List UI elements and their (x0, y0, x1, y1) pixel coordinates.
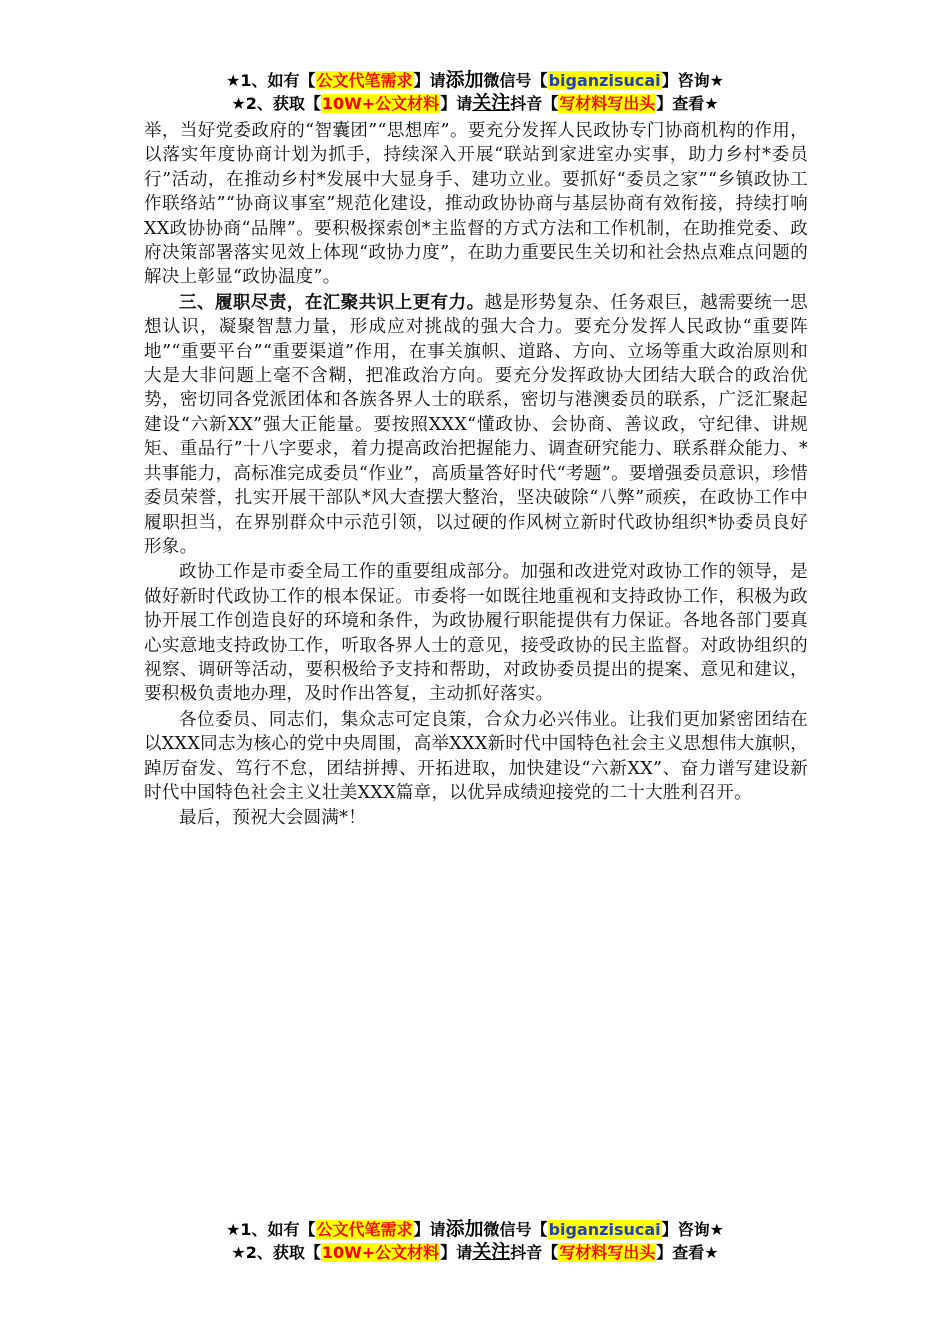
banner-text: 抖音【 (510, 1243, 559, 1262)
banner-emphasis: 关注 (472, 92, 511, 114)
banner-text: 】查看★ (656, 1243, 719, 1262)
banner-text: 】请 (413, 71, 446, 90)
banner-emphasis: 添加 (445, 69, 484, 91)
paragraph-closing-call: 各位委员、同志们，集众志可定良策，合众力必兴伟业。让我们更加紧密团结在以XXX同志为核心的党中央周围，高举XXX新时代中国特色社会主义思想伟大旗帜，踔厉奋发、笃行不怠，团结拼搏、开拓进取，加快建设“六新XX”、奋力谱写建设新时代中国特色社会主义壮美XXX篇章，以优异成绩迎接党的二十大胜利召开。 (144, 709, 808, 803)
banner-text: 】咨询★ (661, 71, 724, 90)
banner-emphasis: 关注 (472, 1241, 511, 1263)
banner-emphasis: 添加 (445, 1218, 484, 1240)
wechat-id-link[interactable]: biganzisucai (548, 1220, 661, 1239)
paragraph-continued: 举，当好党委政府的“智囊团”“思想库”。要充分发挥人民政协专门协商机构的作用，以落实年度协商计划为抓手，持续深入开展“联站到家进室办实事，助力乡村*委员行”活动，在推动乡村*发展中大显身手、建功立业。要抓好“委员之家”“乡镇政协工作联络站”“协商议事室”规范化建设，推动政协协商与基层协商有效衔接，持续打响XX政协协商“品牌”。要积极探索创*主监督的方式方法和工作机制，在助推党委、政府决策部署落实见效上体现“政协力度”，在助力重要民生关切和社会热点难点问题的解决上彰显“政协温度”。 (144, 121, 808, 288)
banner-text: ★2、获取【 (231, 1243, 321, 1262)
banner-text: ★1、如有【 (226, 1220, 316, 1239)
section-text: 越是形势复杂、任务艰巨，越需要统一思想认识，凝聚智慧力量，形成应对挑战的强大合力。要充分发挥人民政协“重要阵地”“重要平台”“重要渠道”作用，在事关旗帜、道路、方向、立场等重大政治原则和大是大非问题上毫不含糊，把准政治方向。要充分发挥政协大团结大联合的政治优势，密切同各党派团体和各族各界人士的联系，密切与港澳委员的联系，广泛汇聚起建设“六新XX”强大正能量。要按照XXX“懂政协、会协商、善议政，守纪律、讲规矩、重品行”十八字要求，着力提高政治把握能力、调查研究能力、联系群众能力、*共事能力，高标准完成委员“作业”，高质量答好时代“考题”。要增强委员意识，珍惜委员荣誉，扎实开展干部队*风大查摆大整治，坚决破除“八弊”顽疾，在政协工作中履职担当，在界别群众中示范引领，以过硬的作风树立新时代政协组织*协委员良好形象。 (144, 292, 808, 557)
highlight-service: 公文代笔需求 (316, 1220, 413, 1239)
douyin-account-link[interactable]: 写材料写出头 (559, 1243, 656, 1262)
banner-line-2 (0, 1241, 950, 1264)
banner-text: 微信号【 (483, 71, 548, 90)
highlight-materials: 10W+公文材料 (321, 94, 440, 113)
section-heading: 三、履职尽责，在汇聚共识上更有力。 (179, 292, 485, 313)
banner-text: 】查看★ (656, 94, 719, 113)
highlight-service: 公文代笔需求 (316, 71, 413, 90)
document-body (144, 119, 808, 832)
header-banner (0, 69, 950, 115)
banner-line-1 (0, 69, 950, 92)
banner-text: 抖音【 (510, 94, 559, 113)
banner-line-1 (0, 1218, 950, 1241)
banner-text: 微信号【 (483, 1220, 548, 1239)
douyin-account-link[interactable]: 写材料写出头 (559, 94, 656, 113)
banner-text: ★1、如有【 (226, 71, 316, 90)
banner-line-2 (0, 92, 950, 115)
paragraph-section-three (144, 291, 808, 559)
banner-text: 】请 (440, 94, 473, 113)
paragraph-party-leadership: 政协工作是市委全局工作的重要组成部分。加强和改进党对政协工作的领导，是做好新时代政协工作的根本保证。市委将一如既往地重视和支持政协工作，积极为政协开展工作创造良好的环境和条件，为政协履行职能提供有力保证。各地各部门要真心实意地支持政协工作，听取各界人士的意见，接受政协的民主监督。对政协组织的视察、调研等活动，要积极给予支持和帮助，对政协委员提出的提案、意见和建议，要积极负责地办理，及时作出答复，主动抓好落实。 (144, 562, 808, 705)
highlight-materials: 10W+公文材料 (321, 1243, 440, 1262)
wechat-id-link[interactable]: biganzisucai (548, 71, 661, 90)
banner-text: 】咨询★ (661, 1220, 724, 1239)
banner-text: 】请 (440, 1243, 473, 1262)
banner-text: ★2、获取【 (231, 94, 321, 113)
footer-banner (0, 1218, 950, 1264)
paragraph-final-wish: 最后，预祝大会圆满*！ (179, 808, 367, 829)
banner-text: 】请 (413, 1220, 446, 1239)
